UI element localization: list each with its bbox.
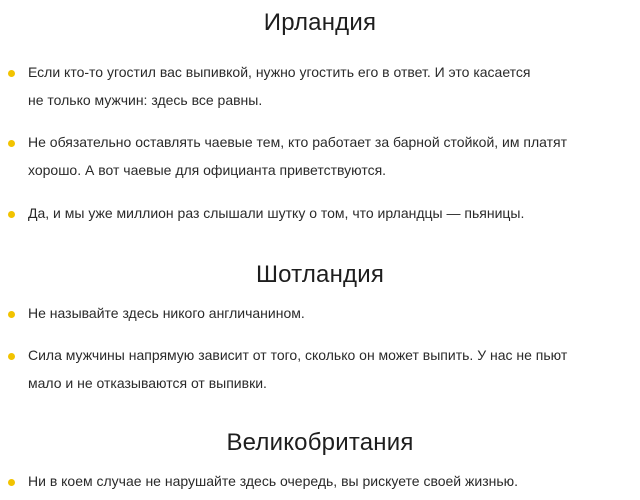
list-item-text (28, 201, 638, 225)
list-item-line: Не называйте здесь никого англичанином. (28, 305, 305, 321)
list-item-text (28, 343, 638, 395)
section-title-scotland: Шотландия (255, 261, 385, 288)
list-item-line: Если кто-то угостил вас выпивкой, нужно угостить его в ответ. И это касается (28, 64, 531, 80)
bullet-dot-icon (8, 479, 15, 486)
list-item-text (28, 130, 638, 182)
list-item-line: не только мужчин: здесь все равны. (28, 92, 263, 108)
list-item-text (28, 60, 638, 112)
bullet-dot-icon (8, 353, 15, 360)
list-item-line: хорошо. А вот чаевые для официанта приветствуются. (28, 162, 387, 178)
list-item-line: Ни в коем случае не нарушайте здесь очередь, вы рискуете своей жизнью. (28, 473, 519, 489)
list-item-line: Не обязательно оставлять чаевые тем, кто работает за барной стойкой, им платят (28, 134, 568, 150)
bullet-dot-icon (8, 211, 15, 218)
list-item-line: Сила мужчины напрямую зависит от того, сколько он может выпить. У нас не пьют (28, 347, 568, 363)
bullet-dot-icon (8, 140, 15, 147)
list-item-line: мало и не отказываются от выпивки. (28, 375, 267, 391)
section-title-great-britain: Великобритания (226, 429, 414, 456)
list-item-text (28, 301, 638, 325)
bullet-dot-icon (8, 70, 15, 77)
section-title-ireland: Ирландия (263, 9, 377, 36)
list-item-text (28, 469, 638, 493)
list-item-line: Да, и мы уже миллион раз слышали шутку о том, что ирландцы — пьяницы. (28, 205, 525, 221)
bullet-dot-icon (8, 311, 15, 318)
